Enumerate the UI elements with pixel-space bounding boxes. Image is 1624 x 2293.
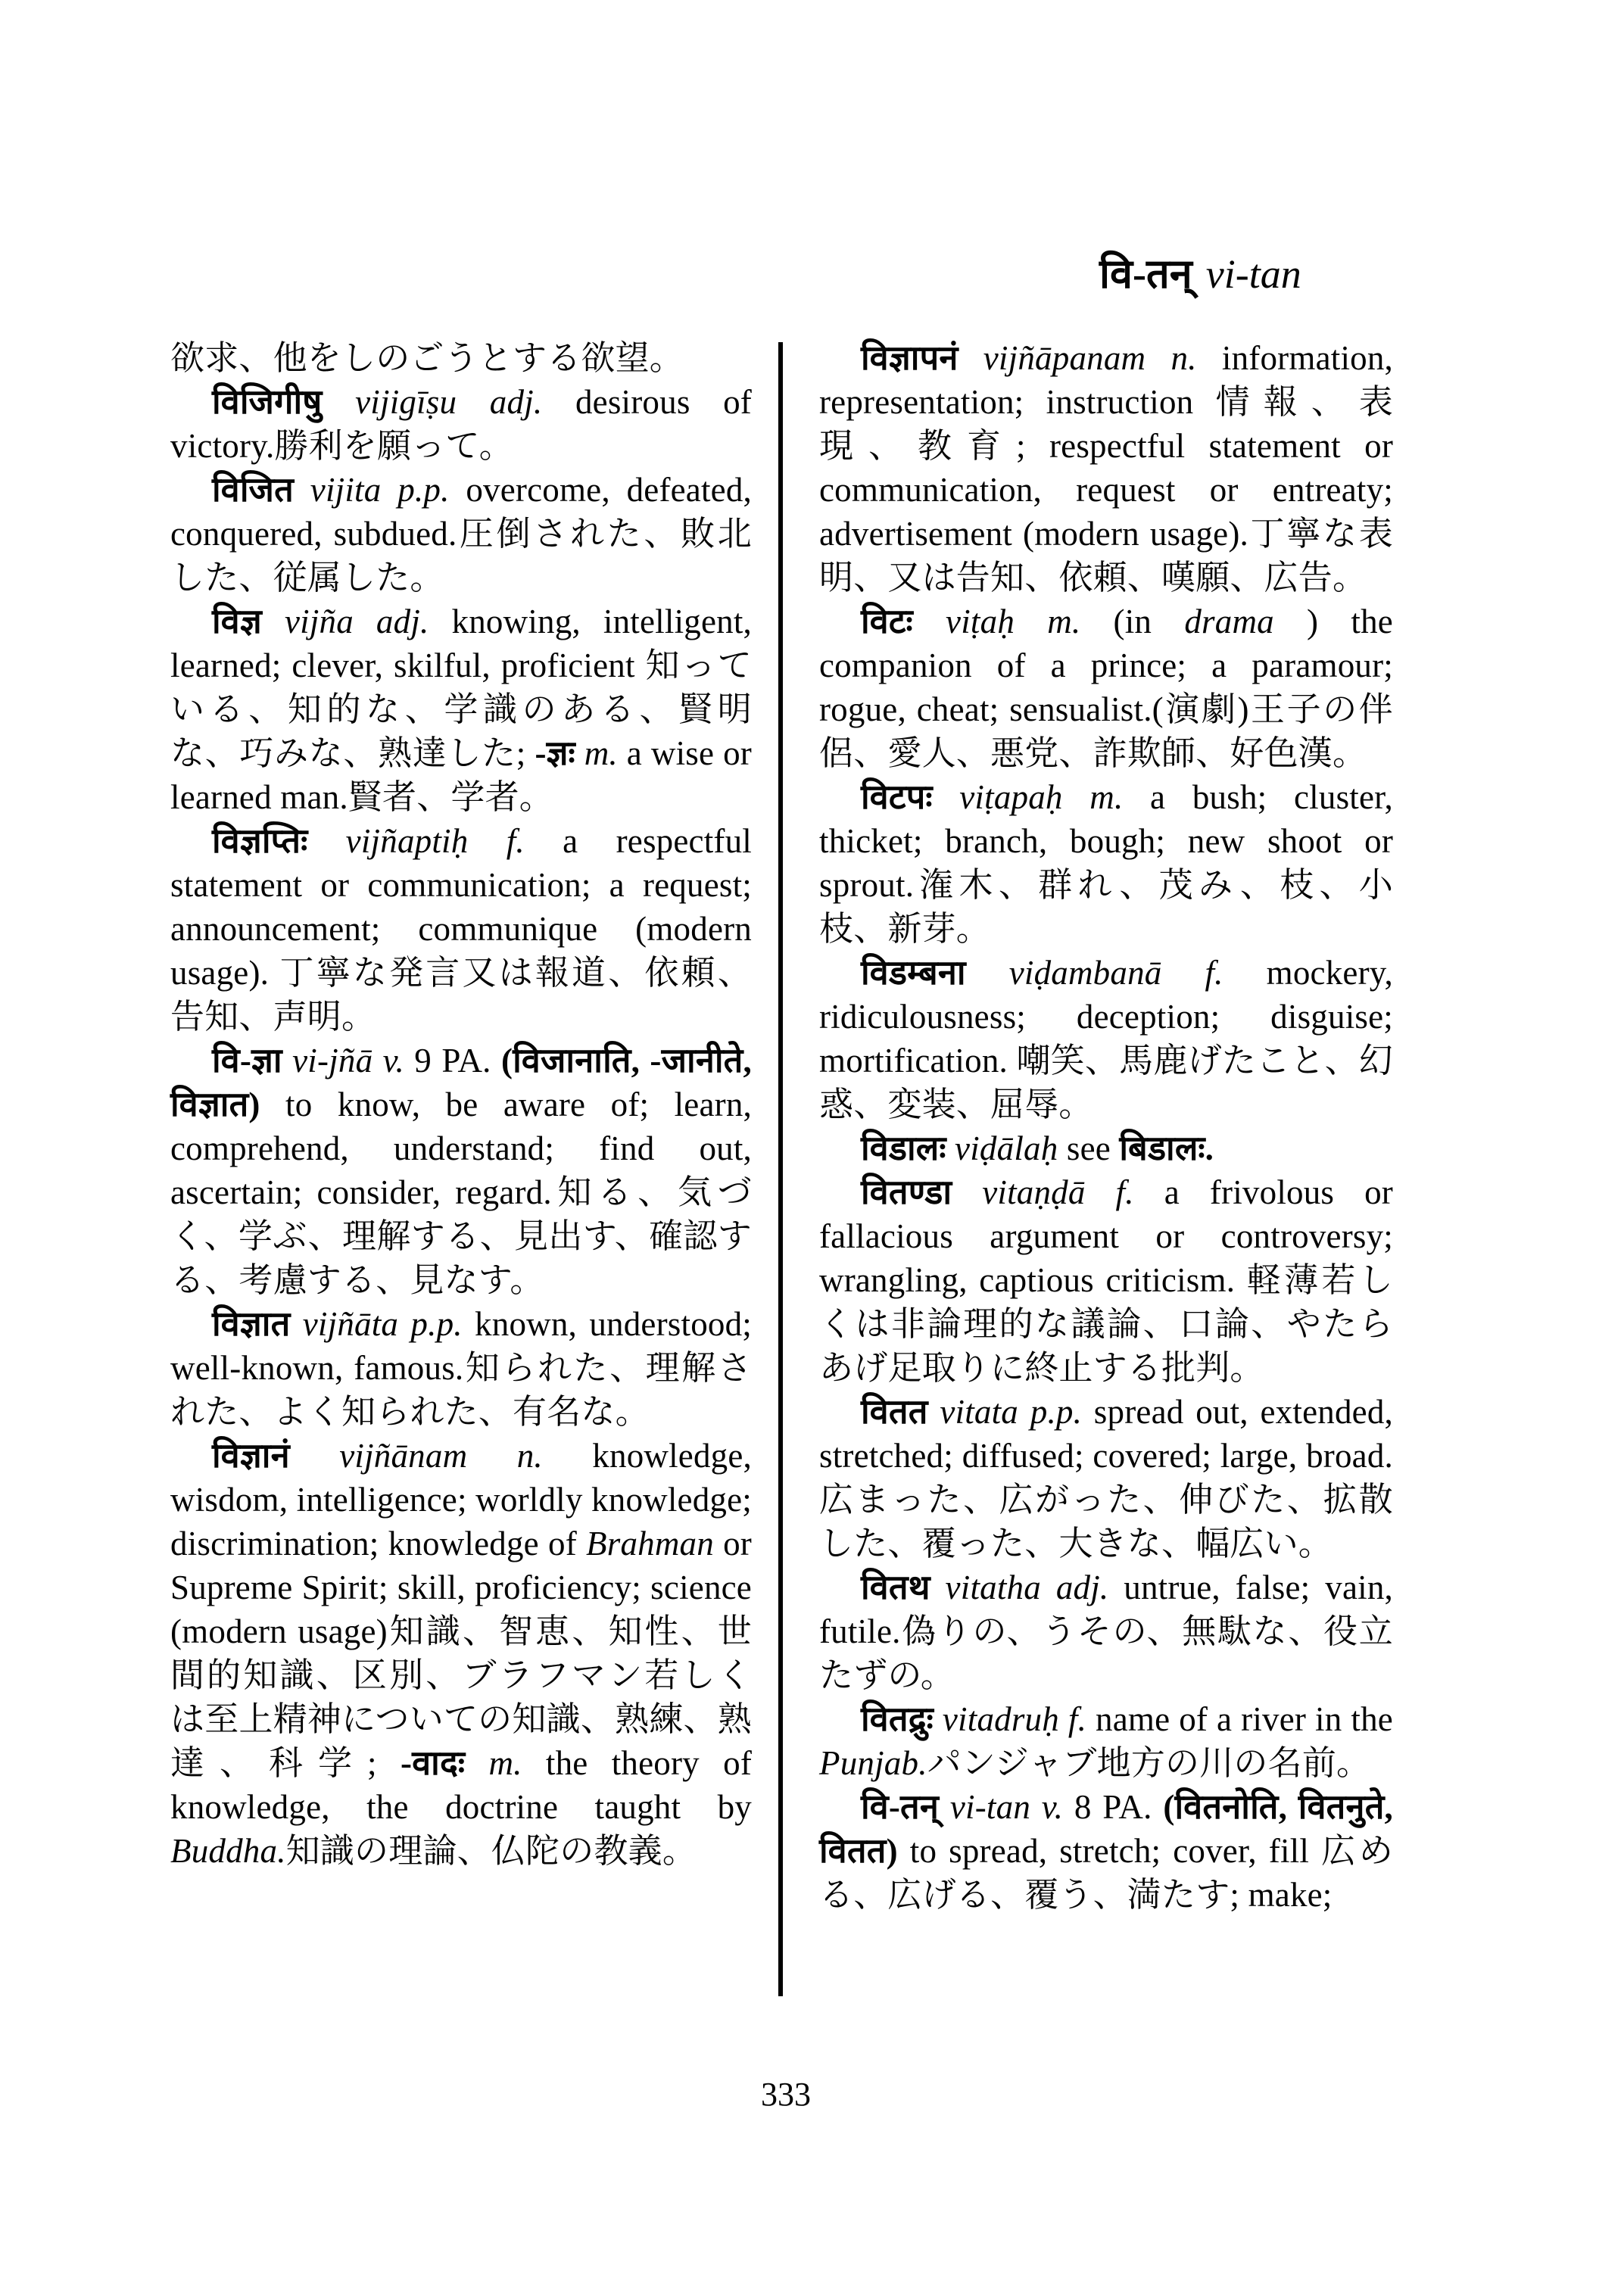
text-segment-en: known, understood; well-known, famous. (170, 1305, 752, 1387)
text-segment-rom: Buddha. (170, 1832, 286, 1870)
text-segment-dev: वितत (861, 1393, 928, 1431)
text-segment-dev: (वितनोति, वितनुते, वितत) (819, 1788, 1393, 1870)
running-head-roman: vi-tan (1205, 251, 1301, 297)
text-segment-ja: 知っている、知的な、学識のある、賢明な、巧みな、熟達した; (170, 646, 752, 772)
right-column (819, 336, 1393, 1917)
text-segment-ja: 圧倒された、敗北した、従属した。 (170, 515, 752, 597)
text-segment-en: a frivolous or fallacious argument or controversy; wrangling, captious criticism. (819, 1173, 1393, 1299)
text-segment-dev: (विजानाति, -जानीते, विज्ञात) (170, 1042, 752, 1123)
text-segment-en: a wise or learned man. (170, 734, 752, 816)
running-head-devanagari: वि-तन् (1099, 251, 1192, 297)
text-segment-rom: vijñāpanam n. (958, 339, 1197, 377)
text-segment-ja: (演劇)王子の伴侶、愛人、悪党、詐欺師、好色漢。 (819, 690, 1394, 772)
text-segment-rom: viḍambanā f. (965, 954, 1223, 992)
text-segment-ja: 広める、広げる、覆う、満たす; (819, 1832, 1393, 1914)
text-segment-ja: パンジャブ地方の川の名前。 (927, 1744, 1371, 1782)
dictionary-entry (170, 1302, 752, 1434)
text-segment-rom: drama (1184, 603, 1274, 640)
text-segment-rom: vi-tan v. (939, 1788, 1064, 1826)
text-segment-en: mockery, ridiculousness; deception; disguise; mortification. (819, 954, 1394, 1080)
text-segment-rom: vijña adj. (261, 603, 429, 640)
text-segment-en: (in (1080, 603, 1185, 640)
text-segment-dev: -वादः (400, 1744, 466, 1782)
text-segment-rom: Punjab. (819, 1744, 927, 1782)
dictionary-entry (170, 600, 752, 819)
text-segment-dev: वितण्डा (861, 1173, 952, 1211)
text-segment-en: respectful statement or communication, request or entreaty; advertisement (modern usage). (819, 427, 1394, 553)
text-segment-en: information, representation; instruction (819, 339, 1393, 421)
text-segment-dev: विज्ञात (212, 1305, 291, 1343)
left-column (170, 336, 752, 1873)
text-segment-dev: वि-तन् (861, 1788, 940, 1826)
text-segment-rom: viḍālaḥ (946, 1129, 1058, 1167)
text-segment-ja: 知識、智恵、知性、世間的知識、区別、ブラフマン若しくは至上精神についての知識、熟練、熟達、科学; (170, 1612, 752, 1782)
text-segment-dev: -ज्ञः (535, 734, 575, 772)
text-segment-dev: विजित (212, 471, 294, 509)
text-segment-ja: 知る、気づく、学ぶ、理解する、見出す、確認する、考慮する、見なす。 (170, 1173, 752, 1299)
text-segment-dev: विटपः (861, 778, 933, 816)
text-segment-dev: विजिगीषु (212, 383, 323, 421)
dictionary-entry (819, 1126, 1393, 1170)
text-segment-en: a respectful statement or communication; a request; announcement; communique (modern usage). (170, 822, 752, 992)
dictionary-entry (819, 1566, 1393, 1697)
text-segment-dev: विज्ञापनं (861, 339, 959, 377)
dictionary-entry (819, 1170, 1393, 1390)
text-segment-en: overcome, defeated, conquered, subdued. (170, 471, 752, 553)
dictionary-entry (819, 600, 1393, 775)
text-segment-ja: 情報、表現、教育; (819, 383, 1393, 465)
text-segment-dev: बिडालः. (1119, 1129, 1214, 1167)
text-segment-rom: vijñaptiḥ f. (307, 822, 525, 860)
text-segment-en: the theory of knowledge, the doctrine taught by (170, 1744, 752, 1826)
text-segment-ja: 丁寧な発言又は報道、依頼、告知、声明。 (170, 954, 753, 1036)
dictionary-entry (819, 1697, 1393, 1785)
text-segment-ja: 広まった、広がった、伸びた、拡散した、覆った、大きな、幅広い。 (819, 1481, 1393, 1562)
text-segment-en: ) the companion of a prince; a paramour; rogue, cheat; sensualist. (819, 603, 1393, 728)
column-divider-rule (778, 342, 783, 1996)
text-segment-ja: 賢者、学者。 (348, 778, 553, 816)
text-segment-ja: 知識の理論、仏陀の教義。 (285, 1832, 697, 1870)
text-segment-rom: m. (575, 734, 618, 772)
text-segment-en: desirous of victory. (170, 383, 752, 465)
text-segment-dev: वितथ (861, 1569, 930, 1606)
running-head (1099, 250, 1301, 298)
dictionary-entry (819, 951, 1393, 1126)
text-segment-rom: vijita p.p. (293, 471, 450, 509)
dictionary-entry (170, 380, 752, 468)
text-segment-dev: विडालः (861, 1129, 946, 1167)
dictionary-entry (819, 775, 1393, 951)
text-segment-ja: 軽薄若しくは非論理的な議論、口論、やたらあげ足取りに終止する批判。 (819, 1261, 1393, 1387)
text-segment-rom: vijigīṣu adj. (322, 383, 543, 421)
text-segment-en: a bush; cluster, thicket; branch, bough; new shoot or sprout. (819, 778, 1393, 904)
page-number: 333 (761, 2076, 811, 2113)
text-segment-ja: 偽りの、うその、無駄な、役立たずの。 (819, 1612, 1393, 1694)
text-segment-rom: m. (465, 1744, 522, 1782)
text-segment-en: make; (1248, 1876, 1333, 1914)
dictionary-entry (819, 1785, 1393, 1917)
text-segment-rom: vitaṇḍā f. (952, 1173, 1134, 1211)
text-segment-en: knowing, intelligent, learned; clever, skilful, proficient (170, 603, 752, 684)
text-segment-rom: vitatha adj. (930, 1569, 1109, 1606)
text-segment-en: to know, be aware of; learn, comprehend, understand; find out, ascertain; consider, regard. (170, 1086, 752, 1211)
dictionary-entry (170, 819, 752, 1039)
text-segment-en: spread out, extended, stretched; diffused; covered; large, broad. (819, 1393, 1393, 1475)
text-segment-en: untrue, false; vain, futile. (819, 1569, 1393, 1650)
text-segment-en: or Supreme Spirit; skill, proficiency; science (modern usage) (170, 1525, 752, 1650)
text-segment-rom: viṭaḥ m. (912, 603, 1081, 640)
dictionary-entry (819, 336, 1393, 600)
dictionary-entry (170, 336, 752, 380)
text-segment-en: to spread, stretch; cover, fill (897, 1832, 1322, 1870)
text-segment-ja: 丁寧な表明、又は告知、依頼、嘆願、広告。 (819, 515, 1393, 597)
text-segment-ja: 欲求、他をしのごうとする欲望。 (170, 339, 684, 377)
dictionary-entry (170, 1039, 752, 1302)
dictionary-entry (170, 1434, 752, 1873)
text-segment-dev: वि-ज्ञा (212, 1042, 282, 1080)
text-segment-ja: 知られた、理解された、よく知られた、有名な。 (170, 1349, 753, 1431)
text-segment-rom: vi-jñā v. (282, 1042, 404, 1080)
text-segment-dev: विटः (861, 603, 913, 640)
text-segment-rom: vijñānam n. (289, 1437, 543, 1475)
text-segment-en: name of a river in the (1086, 1700, 1393, 1738)
text-segment-rom: viṭapaḥ m. (932, 778, 1124, 816)
text-segment-en: knowledge, wisdom, intelligence; worldly knowledge; discrimination; knowledge of (170, 1437, 752, 1562)
text-segment-dev: विज्ञ (212, 603, 262, 640)
text-segment-ja: 嘲笑、馬鹿げたこと、幻惑、変装、屈辱。 (819, 1042, 1393, 1123)
text-segment-en: 9 PA. (404, 1042, 501, 1080)
text-segment-en: 8 PA. (1063, 1788, 1164, 1826)
text-segment-rom: vitadruḥ f. (933, 1700, 1087, 1738)
text-segment-ja: 勝利を願って。 (274, 427, 513, 465)
text-segment-dev: विज्ञप्तिः (212, 822, 308, 860)
dictionary-entry (819, 1390, 1393, 1566)
text-segment-ja: 潅木、群れ、茂み、枝、小枝、新芽。 (819, 866, 1393, 948)
text-segment-rom: vijñāta p.p. (290, 1305, 463, 1343)
text-segment-dev: विडम्बना (861, 954, 966, 992)
text-segment-rom: vitata p.p. (927, 1393, 1083, 1431)
text-segment-en: see (1058, 1129, 1120, 1167)
text-segment-dev: विज्ञानं (212, 1437, 290, 1475)
text-segment-rom: Brahman (586, 1525, 714, 1562)
text-segment-dev: वितद्रुः (861, 1700, 934, 1738)
dictionary-entry (170, 468, 752, 600)
